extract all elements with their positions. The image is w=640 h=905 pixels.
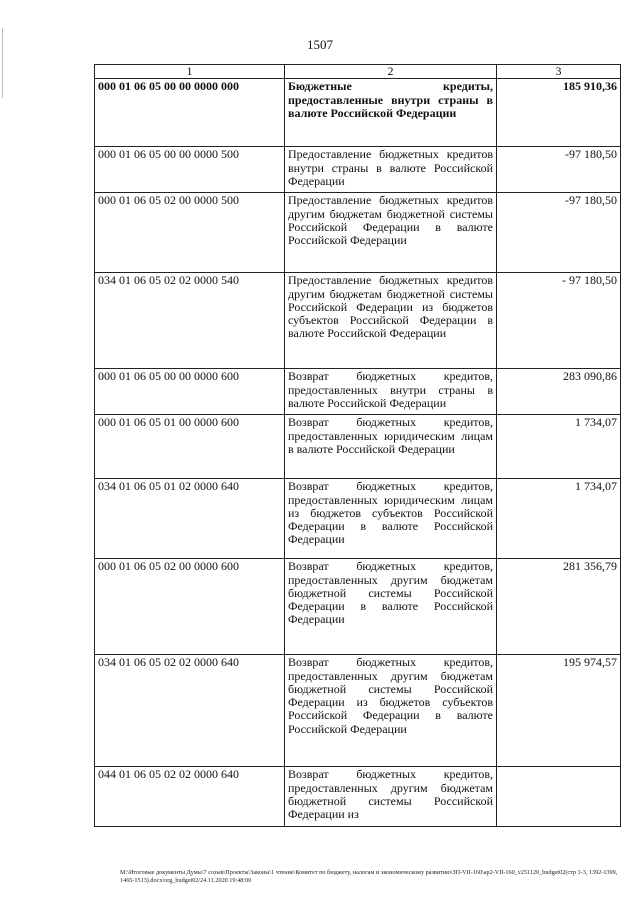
table-row: [95, 479, 621, 559]
amount-cell: 195 974,57: [497, 655, 621, 767]
table-row: [95, 655, 621, 767]
budget-code-cell: 000 01 06 05 00 00 0000 500: [95, 147, 285, 193]
budget-code-cell: 034 01 06 05 02 02 0000 640: [95, 655, 285, 767]
description-cell: Предоставление бюджетных кредитов другим бюджетам бюджетной системы Российской Федерации в валюте Российской Федерации: [285, 193, 497, 273]
amount-cell: 281 356,79: [497, 559, 621, 655]
description-cell: Возврат бюджетных кредитов, предоставленных внутри страны в валюте Российской Федерации: [285, 369, 497, 415]
amount-cell: 185 910,36: [497, 79, 621, 147]
sources-table: [94, 64, 621, 827]
table-row: [95, 193, 621, 273]
page-number: 1507: [307, 37, 333, 52]
budget-code-cell: 000 01 06 05 02 00 0000 600: [95, 559, 285, 655]
table-row: [95, 369, 621, 415]
column-header-2: 2: [285, 65, 497, 79]
description-cell: Возврат бюджетных кредитов, предоставленных другим бюджетам бюджетной системы Российской Федерации из: [285, 767, 497, 827]
description-cell: Возврат бюджетных кредитов, предоставленных юридическим лицам из бюджетов субъектов Российской Федерации в валюте Российской Федерации: [285, 479, 497, 559]
table-header-row: [95, 65, 621, 79]
description-cell: Бюджетные кредиты, предоставленные внутри страны в валюте Российской Федерации: [285, 79, 497, 147]
description-cell: Возврат бюджетных кредитов, предоставленных юридическим лицам в валюте Российской Федерации: [285, 415, 497, 479]
amount-cell: - 97 180,50: [497, 273, 621, 369]
amount-cell: 1 734,07: [497, 479, 621, 559]
table-row: [95, 415, 621, 479]
description-cell: Предоставление бюджетных кредитов другим бюджетам бюджетной системы Российской Федерации из бюджетов субъектов Российской Федерации в валюте Российской Федерации: [285, 273, 497, 369]
column-header-3: 3: [497, 65, 621, 79]
amount-cell: -97 180,50: [497, 147, 621, 193]
table-row: [95, 767, 621, 827]
budget-code-cell: 000 01 06 05 00 00 0000 000: [95, 79, 285, 147]
budget-code-cell: 000 01 06 05 01 00 0000 600: [95, 415, 285, 479]
table-row: [95, 559, 621, 655]
amount-cell: [497, 767, 621, 827]
description-cell: Возврат бюджетных кредитов, предоставленных другим бюджетам бюджетной системы Российской Федерации из бюджетов субъектов Российской Федерации в валюте Российской Федерации: [285, 655, 497, 767]
footer-file-path: M:\Итоговые документы Думы\7 созыв\Проекты\Законы\1 чтение\Комитет по бюджету, налогам и экономическому развитию\ЗП-VII-160\ap2-VII-160_v251120_budget02(стр 1-3, 1392-1399, 1465-1513).docx/org_budget02/24.11.2020 19:48:00: [120, 869, 618, 884]
budget-code-cell: 044 01 06 05 02 02 0000 640: [95, 767, 285, 827]
table-body: [95, 65, 621, 827]
budget-code-cell: 000 01 06 05 02 00 0000 500: [95, 193, 285, 273]
table-row: [95, 79, 621, 147]
amount-cell: -97 180,50: [497, 193, 621, 273]
budget-code-cell: 034 01 06 05 01 02 0000 640: [95, 479, 285, 559]
table-row: [95, 147, 621, 193]
description-cell: Предоставление бюджетных кредитов внутри страны в валюте Российской Федерации: [285, 147, 497, 193]
column-header-1: 1: [95, 65, 285, 79]
amount-cell: 283 090,86: [497, 369, 621, 415]
budget-code-cell: 000 01 06 05 00 00 0000 600: [95, 369, 285, 415]
amount-cell: 1 734,07: [497, 415, 621, 479]
table-row: [95, 273, 621, 369]
description-cell: Возврат бюджетных кредитов, предоставленных другим бюджетам бюджетной системы Российской Федерации в валюте Российской Федерации: [285, 559, 497, 655]
budget-code-cell: 034 01 06 05 02 02 0000 540: [95, 273, 285, 369]
